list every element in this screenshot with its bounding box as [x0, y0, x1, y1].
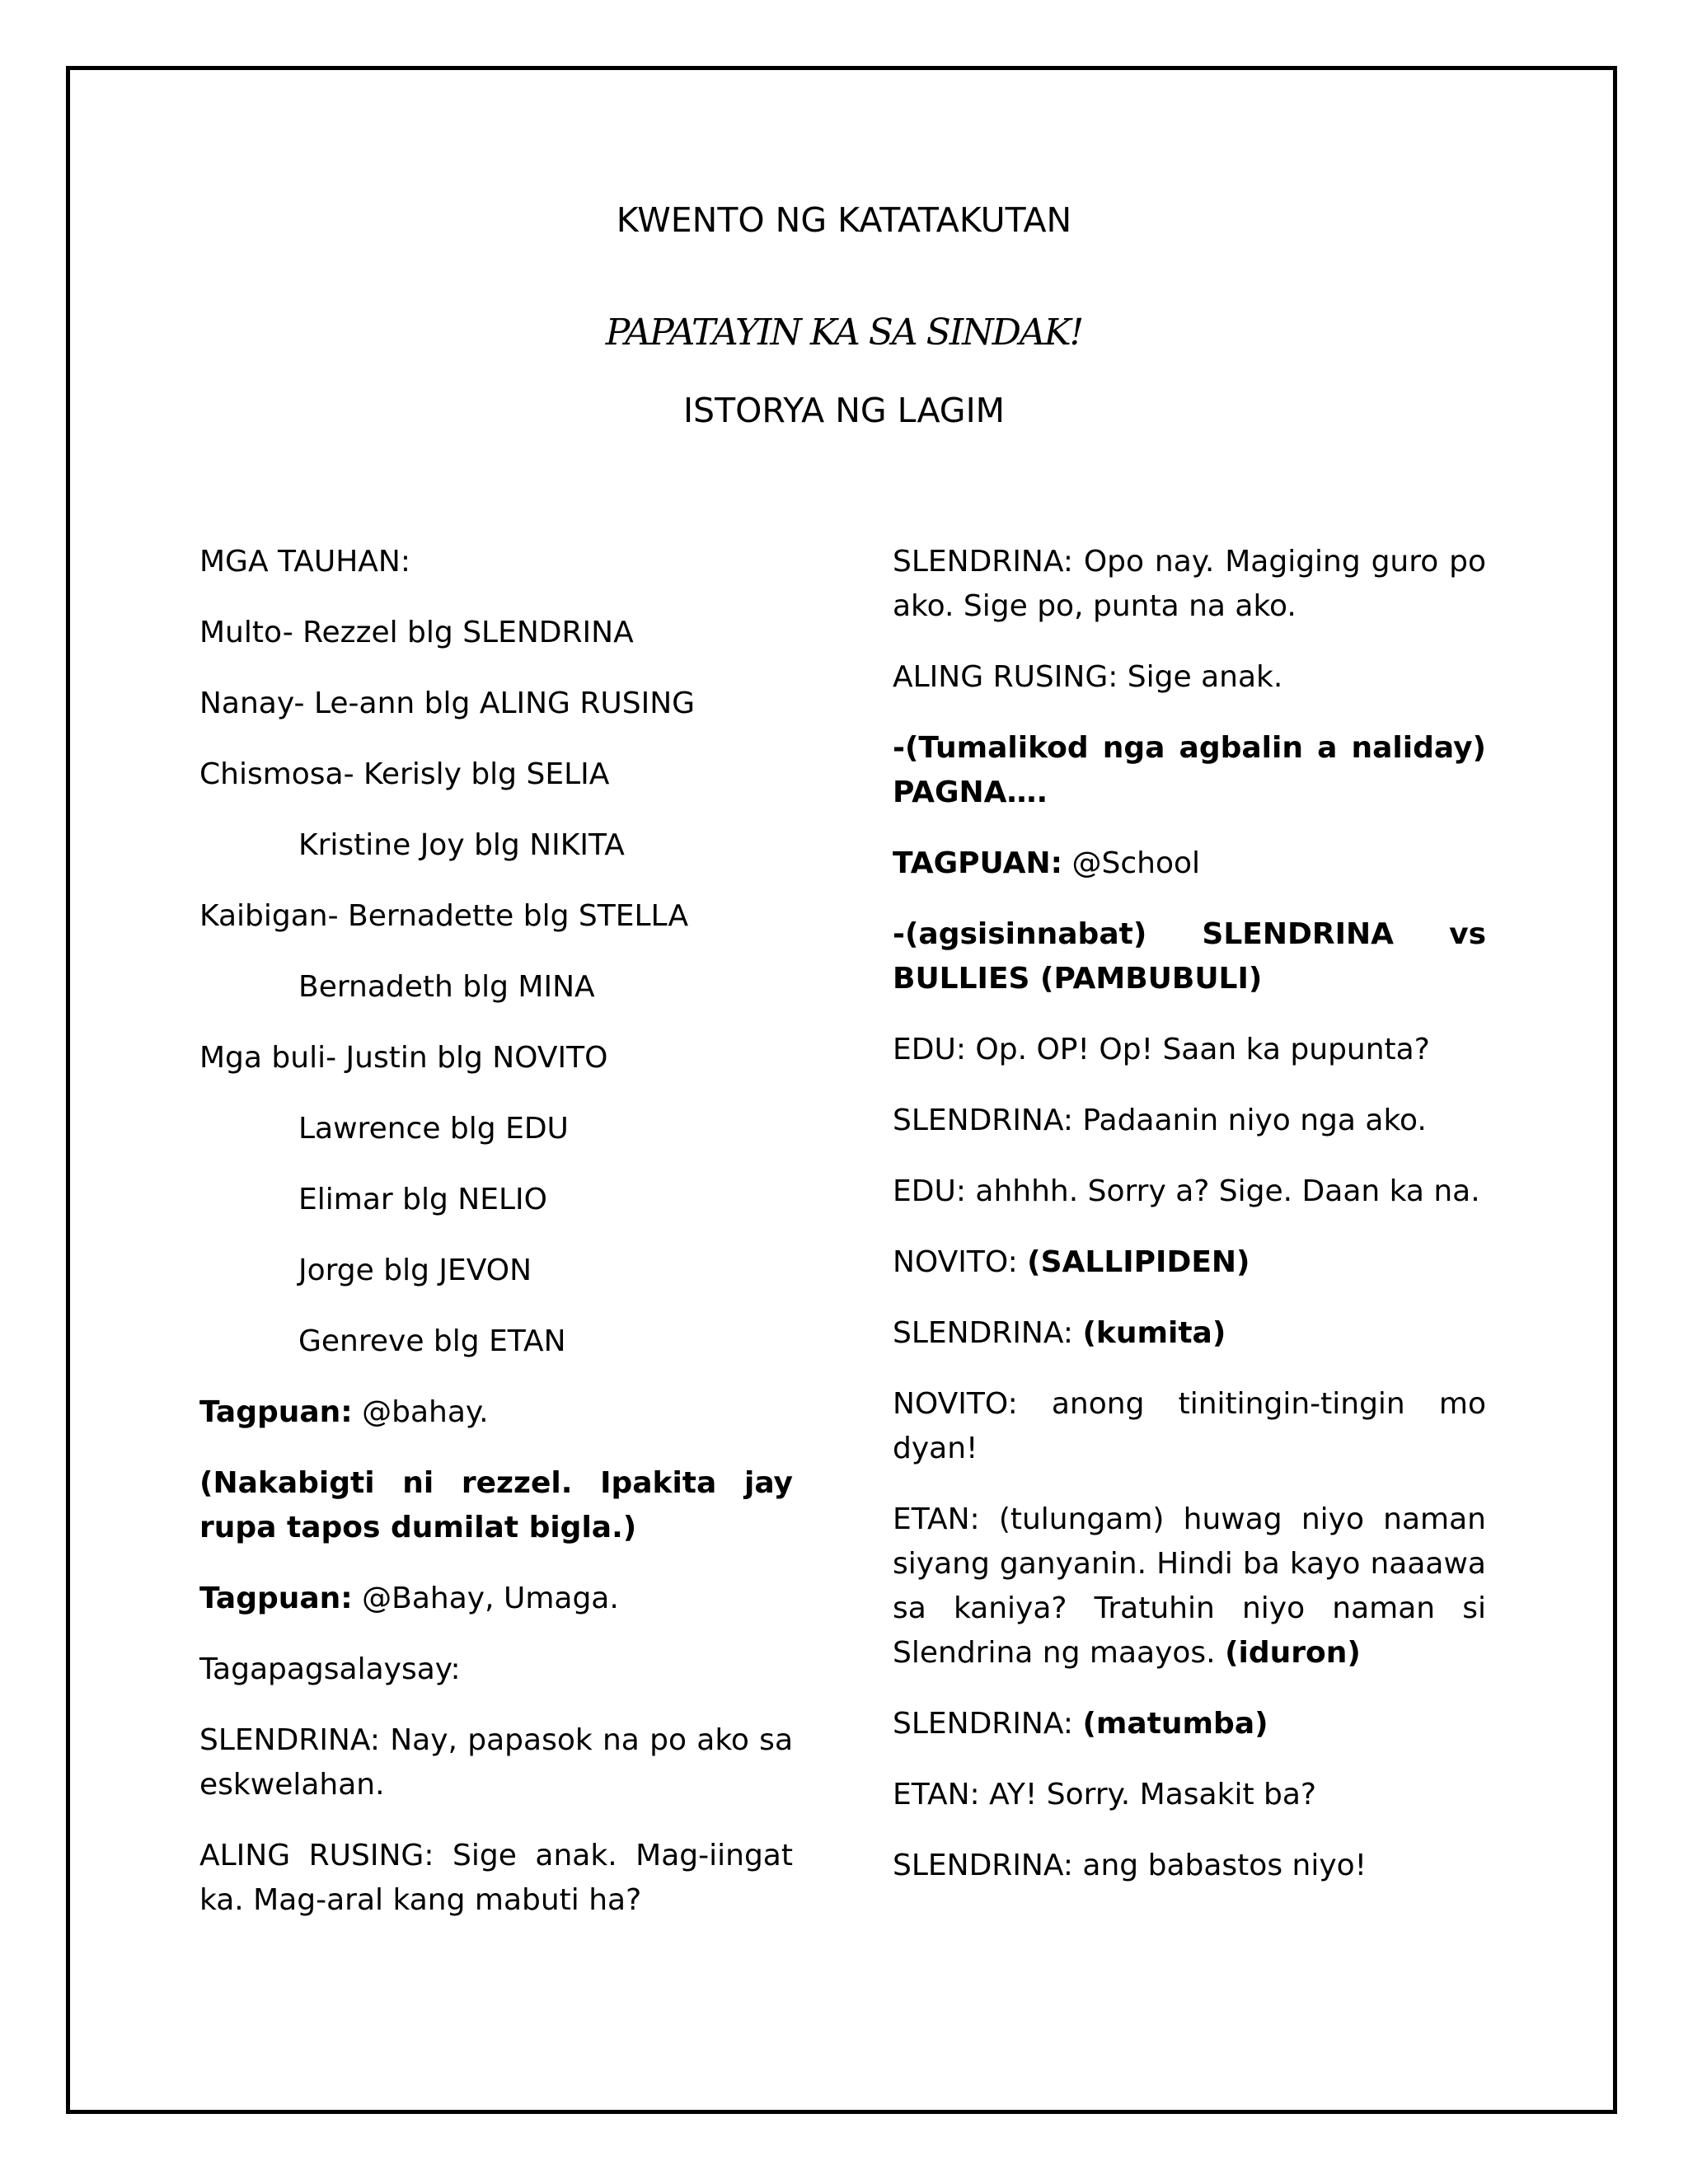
dialogue-line: [893, 1311, 1486, 1356]
cast-entry: Elimar blg NELIO: [298, 1183, 547, 1216]
cast-heading: MGA TAUHAN:: [199, 545, 410, 579]
dialogue-line: NOVITO: anong tinitingin-tingin mo dyan!: [893, 1387, 1486, 1465]
cast-entry: Multo- Rezzel blg SLENDRINA: [199, 616, 634, 649]
cast-entry: Bernadeth blg MINA: [298, 970, 595, 1004]
cast-entry: Mga buli- Justin blg NOVITO: [199, 1041, 608, 1075]
stage-direction: -(agsisinnabat) SLENDRINA vs BULLIES (PAMBUBULI): [893, 917, 1486, 996]
stage-action: (kumita): [1082, 1316, 1226, 1350]
speaker: SLENDRINA:: [893, 1707, 1083, 1741]
right-column: [893, 540, 1486, 1915]
stage-action: (SALLIPIDEN): [1027, 1245, 1250, 1279]
stage-direction: (Nakabigti ni rezzel. Ipakita jay rupa tapos dumilat bigla.): [199, 1466, 793, 1544]
dialogue-line: EDU: ahhhh. Sorry a? Sige. Daan ka na.: [893, 1174, 1480, 1208]
setting-value: @Bahay, Umaga.: [352, 1582, 619, 1615]
document-title: KWENTO NG KATATAKUTAN: [616, 200, 1072, 240]
dialogue-line: SLENDRINA: ang babastos niyo!: [893, 1849, 1367, 1882]
setting-line: [893, 841, 1486, 886]
cast-entry: Chismosa- Kerisly blg SELIA: [199, 757, 610, 791]
dialogue-line: SLENDRINA: Opo nay. Magiging guro po ako. Sige po, punta na ako.: [893, 545, 1486, 623]
stage-action: (iduron): [1225, 1636, 1361, 1670]
dialogue-line: SLENDRINA: Nay, papasok na po ako sa eskwelahan.: [199, 1723, 793, 1802]
dialogue-line: EDU: Op. OP! Op! Saan ka pupunta?: [893, 1033, 1430, 1066]
speaker: NOVITO:: [893, 1245, 1028, 1279]
cast-entry: Genreve blg ETAN: [298, 1324, 566, 1358]
speaker: SLENDRINA:: [893, 1316, 1083, 1350]
cast-entry: Nanay- Le-ann blg ALING RUSING: [199, 687, 696, 720]
setting-value: @School: [1062, 846, 1201, 880]
dialogue-line: SLENDRINA: Padaanin niyo nga ako.: [893, 1104, 1427, 1137]
dialogue-line: [893, 1240, 1486, 1285]
setting-label: Tagpuan:: [199, 1582, 353, 1615]
dialogue-line: [893, 1702, 1486, 1746]
setting-label: Tagpuan:: [199, 1395, 353, 1429]
cast-entry: Kristine Joy blg NIKITA: [298, 828, 625, 862]
document-subtitle: PAPATAYIN KA SA SINDAK!: [605, 312, 1083, 354]
dialogue-line: ETAN: AY! Sorry. Masakit ba?: [893, 1778, 1317, 1811]
narrator-label: Tagapagsalaysay:: [199, 1652, 461, 1686]
setting-label: TAGPUAN:: [893, 846, 1063, 880]
setting-value: @bahay.: [352, 1395, 489, 1429]
document-heading: ISTORYA NG LAGIM: [682, 391, 1006, 430]
cast-entry: Jorge blg JEVON: [298, 1254, 532, 1287]
stage-action: (matumba): [1082, 1707, 1268, 1741]
dialogue-line: [893, 1497, 1486, 1675]
cast-entry: Lawrence blg EDU: [298, 1112, 569, 1146]
dialogue-text: ETAN: (tulungam) huwag niyo naman siyang ganyanin. Hindi ba kayo naaawa sa kaniya? Tratuhin niyo naman si Slendrina ng maayos.: [893, 1502, 1486, 1670]
dialogue-line: ALING RUSING: Sige anak.: [893, 660, 1283, 694]
left-column: [199, 540, 793, 1949]
stage-direction: -(Tumalikod nga agbalin a naliday) PAGNA….: [893, 731, 1486, 809]
dialogue-line: ALING RUSING: Sige anak. Mag-iingat ka. Mag-aral kang mabuti ha?: [199, 1839, 793, 1917]
cast-entry: Kaibigan- Bernadette blg STELLA: [199, 899, 689, 933]
setting-line: [199, 1390, 793, 1435]
setting-line: [199, 1577, 793, 1621]
